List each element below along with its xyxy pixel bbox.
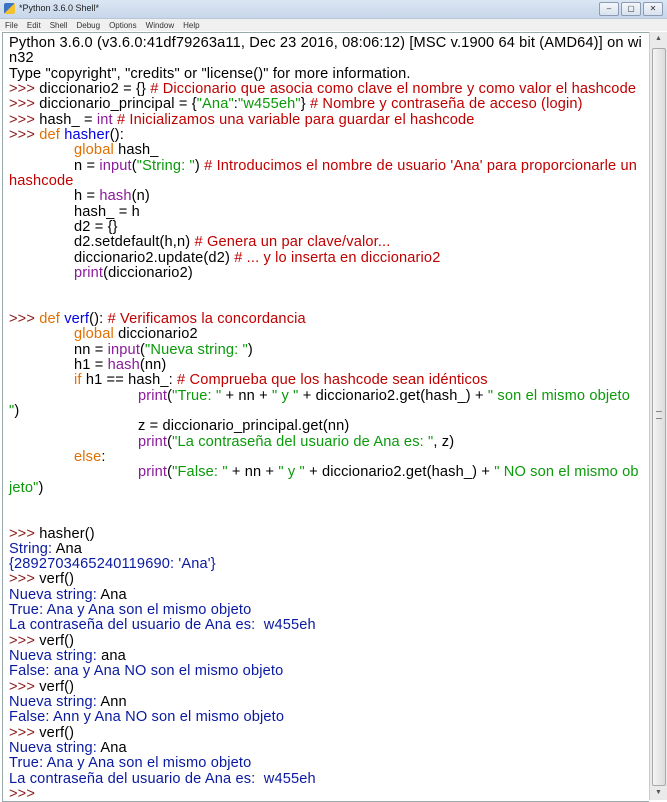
shell-line bbox=[9, 128, 642, 143]
code-comment: # Genera un par clave/valor... bbox=[194, 234, 391, 251]
menu-options[interactable]: Options bbox=[109, 21, 137, 30]
code-text: d2 = {} bbox=[74, 218, 118, 235]
scroll-up-arrow-icon[interactable]: ▲ bbox=[655, 35, 662, 42]
shell-line bbox=[9, 649, 642, 664]
code-text: (diccionario2) bbox=[103, 264, 193, 281]
shell-line bbox=[9, 772, 642, 787]
function-name: hasher bbox=[64, 126, 110, 143]
code-text: diccionario2 bbox=[113, 326, 198, 343]
shell-line bbox=[9, 450, 642, 465]
code-text: h1 = bbox=[74, 356, 108, 373]
shell-line bbox=[9, 756, 642, 771]
shell-line bbox=[9, 419, 642, 434]
code-text: ( bbox=[167, 387, 173, 404]
shell-line bbox=[9, 557, 642, 572]
string-literal: " NO son el mismo ob bbox=[494, 464, 639, 481]
program-output: {2892703465240119690: 'Ana'} bbox=[9, 556, 216, 573]
shell-line bbox=[9, 82, 642, 97]
builtin-name: input bbox=[99, 157, 132, 174]
shell-line bbox=[9, 527, 642, 542]
prompt: >>> bbox=[9, 126, 40, 143]
keyword: def bbox=[39, 126, 60, 143]
shell-line bbox=[9, 741, 642, 756]
shell-line bbox=[9, 266, 642, 281]
scroll-down-arrow-icon[interactable]: ▼ bbox=[655, 789, 662, 796]
shell-line bbox=[9, 680, 642, 695]
keyword: else bbox=[74, 448, 102, 465]
menu-debug[interactable]: Debug bbox=[76, 21, 101, 30]
shell-line bbox=[9, 159, 642, 174]
shell-output bbox=[9, 36, 642, 802]
code-text: diccionario2 = {} bbox=[39, 80, 151, 97]
builtin-name: print bbox=[138, 433, 168, 450]
prompt: >>> bbox=[9, 111, 40, 128]
shell-line bbox=[9, 358, 642, 373]
shell-line bbox=[9, 572, 642, 587]
shell-line bbox=[9, 312, 642, 327]
code-text: + nn + bbox=[227, 464, 279, 481]
shell-line bbox=[9, 404, 642, 419]
builtin-name: hash bbox=[107, 356, 140, 373]
code-text: Python 3.6.0 (v3.6.0:41df79263a11, Dec 23 2016, 08:06:12) [MSC v.1900 64 bit (AMD64)] on wi bbox=[9, 35, 642, 51]
shell-line bbox=[9, 97, 642, 112]
code-text: z = diccionario_principal.get(nn) bbox=[138, 418, 350, 435]
code-text: ana bbox=[101, 648, 126, 665]
shell-line bbox=[9, 143, 642, 158]
code-text: n = bbox=[74, 157, 100, 174]
python-app-icon bbox=[4, 3, 15, 14]
prompt: >>> bbox=[9, 96, 40, 113]
keyword: global bbox=[74, 142, 114, 159]
code-text: (n) bbox=[131, 188, 150, 205]
menu-edit[interactable]: Edit bbox=[26, 21, 41, 30]
string-literal: " son el mismo objeto bbox=[487, 387, 631, 404]
shell-line bbox=[9, 251, 642, 266]
program-output: True: Ana y Ana son el mismo objeto bbox=[9, 602, 252, 619]
shell-line bbox=[9, 710, 642, 725]
string-literal: " y " bbox=[278, 464, 305, 481]
shell-line bbox=[9, 67, 642, 82]
menu-bar bbox=[0, 19, 667, 31]
builtin-name: hash bbox=[99, 188, 132, 205]
shell-line bbox=[9, 189, 642, 204]
shell-line bbox=[9, 281, 642, 296]
shell-line bbox=[9, 235, 642, 250]
shell-line bbox=[9, 542, 642, 557]
keyword: def bbox=[39, 310, 60, 327]
code-text: Ana bbox=[55, 540, 83, 557]
shell-line bbox=[9, 511, 642, 526]
string-literal: " bbox=[9, 402, 15, 419]
shell-line bbox=[9, 220, 642, 235]
minimize-button[interactable]: ‒ bbox=[599, 2, 619, 16]
code-text: } bbox=[300, 96, 310, 113]
menu-shell[interactable]: Shell bbox=[49, 21, 68, 30]
code-text: Type "copyright", "credits" or "license()" for more information. bbox=[9, 65, 411, 82]
close-button[interactable]: ✕ bbox=[643, 2, 663, 16]
shell-line bbox=[9, 481, 642, 496]
string-literal: "String: " bbox=[136, 157, 195, 174]
prompt: >>> bbox=[9, 310, 40, 327]
shell-line bbox=[9, 695, 642, 710]
code-text: verf() bbox=[39, 632, 75, 649]
function-name: verf bbox=[64, 310, 90, 327]
code-comment: # Comprueba que los hashcode sean idénticos bbox=[177, 372, 488, 389]
string-literal: "False: " bbox=[172, 464, 228, 481]
shell-line bbox=[9, 664, 642, 679]
program-output: Nueva string: bbox=[9, 694, 101, 711]
code-text: + diccionario2.get(hash_) + bbox=[298, 387, 488, 404]
shell-line bbox=[9, 51, 642, 66]
menu-file[interactable]: File bbox=[5, 21, 18, 30]
string-literal: "True: " bbox=[172, 387, 222, 404]
maximize-button[interactable]: ▢ bbox=[621, 2, 641, 16]
shell-line bbox=[9, 496, 642, 511]
string-literal: " y " bbox=[272, 387, 299, 404]
code-text: ( bbox=[140, 341, 146, 358]
shell-line bbox=[9, 588, 642, 603]
code-text: d2.setdefault(h,n) bbox=[74, 234, 195, 251]
program-output: La contraseña del usuario de Ana es: w455eh bbox=[9, 770, 316, 787]
shell-line bbox=[9, 113, 642, 128]
program-output: Nueva string: bbox=[9, 648, 102, 665]
shell-line bbox=[9, 389, 642, 404]
shell-line bbox=[9, 297, 642, 312]
code-text: hasher() bbox=[39, 525, 95, 542]
title-bar[interactable] bbox=[0, 0, 667, 19]
menu-window[interactable]: Window bbox=[145, 21, 175, 30]
shell-line bbox=[9, 373, 642, 388]
string-literal: jeto" bbox=[9, 479, 39, 496]
program-output: False: ana y Ana NO son el mismo objeto bbox=[9, 663, 284, 680]
code-comment: # Inicializamos una variable para guardar el hashcode bbox=[116, 111, 475, 128]
code-text: verf() bbox=[39, 724, 75, 741]
code-text: n32 bbox=[9, 50, 34, 67]
program-output: False: Ann y Ana NO son el mismo objeto bbox=[9, 709, 285, 726]
code-comment: # Introducimos el nombre de usuario 'Ana' para proporcionarle un bbox=[204, 157, 638, 174]
scrollbar-thumb[interactable] bbox=[652, 48, 666, 786]
shell-line bbox=[9, 343, 642, 358]
code-text: ( bbox=[131, 157, 137, 174]
program-output: Nueva string: bbox=[9, 740, 101, 757]
prompt: >>> bbox=[9, 678, 40, 695]
string-literal: "Ana" bbox=[196, 96, 234, 113]
code-text: Ana bbox=[100, 586, 127, 603]
code-text: hash_ bbox=[113, 142, 159, 159]
shell-line bbox=[9, 603, 642, 618]
shell-text-area[interactable] bbox=[2, 32, 649, 802]
code-text: (): bbox=[89, 310, 108, 327]
code-text: + diccionario2.get(hash_) + bbox=[304, 464, 495, 481]
shell-line bbox=[9, 174, 642, 189]
code-text: verf() bbox=[39, 571, 75, 588]
code-text: : bbox=[101, 448, 106, 465]
code-text: , z) bbox=[433, 433, 455, 450]
code-text: : bbox=[233, 96, 239, 113]
code-comment: hashcode bbox=[9, 172, 74, 189]
code-text: diccionario_principal = { bbox=[39, 96, 197, 113]
builtin-name: input bbox=[107, 341, 141, 358]
builtin-name: int bbox=[96, 111, 113, 128]
window-title: *Python 3.6.0 Shell* bbox=[19, 3, 100, 13]
code-text: verf() bbox=[39, 678, 75, 695]
code-text: Ann bbox=[100, 694, 127, 711]
code-text: ) bbox=[38, 479, 44, 496]
program-output: String: bbox=[9, 540, 56, 557]
builtin-name: print bbox=[74, 264, 104, 281]
prompt: >>> bbox=[9, 724, 40, 741]
shell-line bbox=[9, 634, 642, 649]
prompt: >>> bbox=[9, 632, 40, 649]
prompt: >>> bbox=[9, 571, 40, 588]
program-output: Nueva string: bbox=[9, 586, 101, 603]
shell-line bbox=[9, 465, 642, 480]
code-text: Ana bbox=[100, 740, 127, 757]
code-text: h1 == hash_: bbox=[81, 372, 178, 389]
string-literal: "La contraseña del usuario de Ana es: " bbox=[172, 433, 434, 450]
code-text: ) bbox=[14, 402, 20, 419]
code-text: nn = bbox=[74, 341, 108, 358]
code-comment: # ... y lo inserta en diccionario2 bbox=[234, 249, 441, 266]
vertical-scrollbar[interactable] bbox=[649, 32, 667, 800]
prompt: >>> bbox=[9, 525, 40, 542]
code-text: hash_ = h bbox=[74, 203, 140, 220]
keyword: global bbox=[74, 326, 114, 343]
code-text: diccionario2.update(d2) bbox=[74, 249, 235, 266]
code-comment: # Nombre y contraseña de acceso (login) bbox=[309, 96, 583, 113]
menu-help[interactable]: Help bbox=[183, 21, 200, 30]
code-text: ( bbox=[167, 433, 173, 450]
code-text: hash_ = bbox=[39, 111, 97, 128]
code-comment: # Diccionario que asocia como clave el nombre y como valor el hashcode bbox=[150, 80, 637, 97]
program-output: La contraseña del usuario de Ana es: w455eh bbox=[9, 617, 316, 634]
string-literal: "w455eh" bbox=[238, 96, 301, 113]
code-text: h = bbox=[74, 188, 100, 205]
code-text: (nn) bbox=[139, 356, 167, 373]
code-text: + nn + bbox=[221, 387, 272, 404]
program-output: True: Ana y Ana son el mismo objeto bbox=[9, 755, 252, 772]
shell-line bbox=[9, 327, 642, 342]
string-literal: "Nueva string: " bbox=[145, 341, 248, 358]
builtin-name: print bbox=[138, 464, 168, 481]
shell-line bbox=[9, 36, 642, 51]
builtin-name: print bbox=[138, 387, 168, 404]
prompt: >>> bbox=[9, 80, 40, 97]
keyword: if bbox=[74, 372, 82, 389]
shell-line bbox=[9, 205, 642, 220]
code-text: (): bbox=[109, 126, 124, 143]
code-text: ) bbox=[194, 157, 205, 174]
code-text: ( bbox=[167, 464, 173, 481]
prompt: >>> bbox=[9, 786, 36, 802]
shell-line bbox=[9, 435, 642, 450]
shell-line bbox=[9, 726, 642, 741]
shell-line bbox=[9, 618, 642, 633]
code-comment: # Verificamos la concordancia bbox=[107, 310, 306, 327]
code-text: ) bbox=[247, 341, 253, 358]
grip-icon bbox=[656, 411, 662, 419]
